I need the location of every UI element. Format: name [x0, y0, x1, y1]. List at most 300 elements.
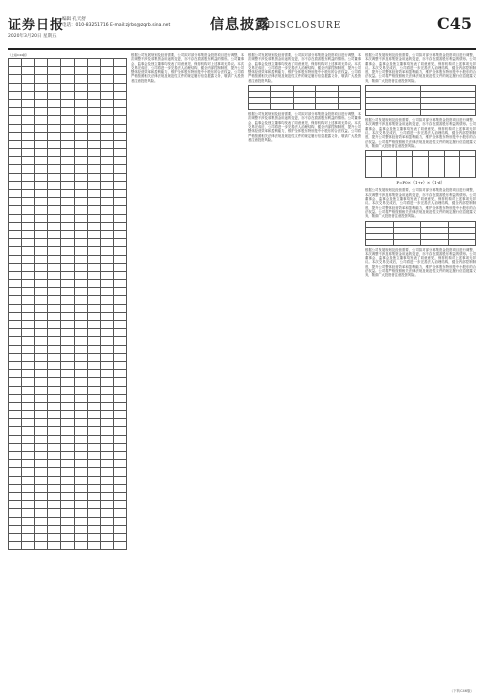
table-cell — [87, 165, 100, 173]
table-cell — [113, 378, 126, 386]
table-cell — [9, 337, 22, 345]
table-row — [9, 402, 127, 410]
table-cell — [35, 165, 48, 173]
table-cell — [48, 435, 61, 443]
table-cell — [61, 542, 74, 550]
table-cell — [9, 140, 22, 148]
table-cell — [61, 296, 74, 304]
table-cell — [74, 443, 87, 451]
table-cell — [22, 263, 35, 271]
table-cell — [113, 255, 126, 263]
table-cell — [9, 525, 22, 533]
table-cell — [87, 124, 100, 132]
table-cell — [100, 108, 113, 116]
table-cell — [61, 271, 74, 279]
table-cell — [22, 452, 35, 460]
body-text: 根据公司发展规划及经营需要，公司拟对部分募集资金投资项目进行调整，本次调整不涉及募集资金用途的变更，亦不存在损害股东利益的情形。公司董事会、监事会及独立董事均发表了同意意见，保荐机构对上述事项无异议。本次交易完成后，公司将进一步完善法人治理结构，健全内部控制制度，提升公司整体经营效率和盈利能力，维护全体股东特别是中小股东的合法权益。公司将严格按照相关法律法规及规范性文件的规定履行信息披露义务，敬请广大投资者注意投资风险。 — [365, 188, 476, 219]
table-cell — [48, 443, 61, 451]
table-cell — [48, 173, 61, 181]
table-cell — [9, 108, 22, 116]
table-cell — [100, 419, 113, 427]
table-cell — [61, 419, 74, 427]
table-cell — [113, 296, 126, 304]
table-cell — [22, 181, 35, 189]
table-cell — [113, 230, 126, 238]
table-cell — [87, 312, 100, 320]
table-cell — [9, 517, 22, 525]
table-cell — [74, 190, 87, 198]
table-cell — [48, 140, 61, 148]
table-cell — [74, 509, 87, 517]
table-cell — [9, 443, 22, 451]
table-cell — [87, 132, 100, 140]
table-cell — [48, 116, 61, 124]
table-cell — [113, 419, 126, 427]
table-cell — [48, 222, 61, 230]
contact-line: 电话：010-83251716 E-mail:zjrbs@zqrb.sina.net — [62, 23, 171, 28]
table-cell — [35, 157, 48, 165]
table-row — [9, 452, 127, 460]
table-cell — [48, 329, 61, 337]
table-cell — [87, 501, 100, 509]
table-row — [9, 108, 127, 116]
table-cell — [87, 468, 100, 476]
table-cell — [22, 443, 35, 451]
table-cell — [61, 239, 74, 247]
table-cell — [87, 214, 100, 222]
table-cell — [61, 67, 74, 75]
table-row — [9, 255, 127, 263]
table-cell — [9, 116, 22, 124]
table-cell — [74, 370, 87, 378]
table-cell — [22, 140, 35, 148]
table-cell — [9, 247, 22, 255]
table-cell — [61, 247, 74, 255]
table-cell — [113, 443, 126, 451]
table-cell — [74, 386, 87, 394]
table-cell — [35, 149, 48, 157]
table-cell — [9, 214, 22, 222]
table-cell — [48, 206, 61, 214]
table-cell — [74, 222, 87, 230]
page-number: C45 — [437, 14, 472, 33]
table-cell — [22, 533, 35, 541]
table-cell — [100, 214, 113, 222]
table-cell — [22, 124, 35, 132]
table-cell — [61, 468, 74, 476]
table-cell — [100, 394, 113, 402]
table-cell — [35, 190, 48, 198]
table-cell — [87, 460, 100, 468]
table-cell — [22, 501, 35, 509]
table-cell — [48, 108, 61, 116]
table-row — [9, 132, 127, 140]
table-row — [9, 304, 127, 312]
table-cell — [100, 370, 113, 378]
table-cell — [61, 452, 74, 460]
table-cell — [113, 116, 126, 124]
table-cell — [48, 255, 61, 263]
table-cell — [100, 492, 113, 500]
table-cell — [74, 501, 87, 509]
table-cell — [74, 149, 87, 157]
table-cell — [35, 517, 48, 525]
table-cell — [61, 361, 74, 369]
table-cell — [48, 59, 61, 67]
table-cell — [48, 402, 61, 410]
table-cell — [48, 198, 61, 206]
table-cell — [22, 321, 35, 329]
table-cell — [100, 353, 113, 361]
table-row — [9, 411, 127, 419]
table-cell — [22, 206, 35, 214]
table-row — [9, 140, 127, 148]
table-cell — [61, 222, 74, 230]
table-cell — [48, 361, 61, 369]
table-cell — [48, 190, 61, 198]
table-cell — [61, 173, 74, 181]
table-cell — [9, 419, 22, 427]
table-cell — [113, 280, 126, 288]
table-cell — [61, 394, 74, 402]
table-cell — [35, 452, 48, 460]
table-cell — [113, 411, 126, 419]
table-cell — [113, 386, 126, 394]
table-cell — [22, 484, 35, 492]
table-cell — [87, 394, 100, 402]
table-cell — [35, 263, 48, 271]
body-text: 根据公司发展规划及经营需要，公司拟对部分募集资金投资项目进行调整，本次调整不涉及募集资金用途的变更，亦不存在损害股东利益的情形。公司董事会、监事会及独立董事均发表了同意意见，保荐机构对上述事项无异议。本次交易完成后，公司将进一步完善法人治理结构，健全内部控制制度，提升公司整体经营效率和盈利能力，维护全体股东特别是中小股东的合法权益。公司将严格按照相关法律法规及规范性文件的规定履行信息披露义务，敬请广大投资者注意投资风险。 — [131, 53, 244, 83]
table-cell — [100, 91, 113, 99]
table-cell — [35, 214, 48, 222]
table-row — [9, 533, 127, 541]
table-cell — [35, 124, 48, 132]
table-cell — [48, 149, 61, 157]
table-cell — [48, 157, 61, 165]
table-cell — [100, 157, 113, 165]
section-title-en: DISCLOSURE — [267, 21, 342, 31]
table-cell — [35, 484, 48, 492]
table-row — [9, 165, 127, 173]
table-cell — [22, 402, 35, 410]
table-cell — [74, 542, 87, 550]
table-cell — [35, 492, 48, 500]
table-cell — [9, 165, 22, 173]
table-cell — [100, 206, 113, 214]
table-cell — [100, 435, 113, 443]
table-cell — [87, 484, 100, 492]
table-cell — [61, 190, 74, 198]
table-cell — [48, 517, 61, 525]
table-cell — [61, 165, 74, 173]
table-cell — [113, 214, 126, 222]
table-cell — [48, 533, 61, 541]
table-cell — [48, 271, 61, 279]
table-cell — [9, 312, 22, 320]
table-cell — [87, 476, 100, 484]
table-cell — [100, 517, 113, 525]
table-cell — [48, 525, 61, 533]
table-cell — [48, 239, 61, 247]
table-cell — [61, 460, 74, 468]
table-cell — [74, 312, 87, 320]
table-cell — [113, 370, 126, 378]
table-cell — [74, 140, 87, 148]
table-cell — [35, 67, 48, 75]
table-cell — [9, 124, 22, 132]
table-cell — [113, 239, 126, 247]
table-cell — [74, 91, 87, 99]
table-cell — [48, 181, 61, 189]
table-cell — [22, 67, 35, 75]
table-row — [9, 321, 127, 329]
table-cell — [74, 517, 87, 525]
table-cell — [87, 452, 100, 460]
table-cell — [61, 525, 74, 533]
table-cell — [113, 181, 126, 189]
table-cell — [48, 460, 61, 468]
table-cell — [74, 247, 87, 255]
table-cell — [87, 83, 100, 91]
table-cell — [74, 361, 87, 369]
table-cell — [48, 296, 61, 304]
table-row — [9, 337, 127, 345]
table-row — [9, 501, 127, 509]
masthead — [0, 0, 484, 52]
table-cell — [9, 59, 22, 67]
table-cell — [9, 149, 22, 157]
table-cell — [9, 542, 22, 550]
table-cell — [87, 517, 100, 525]
table-cell — [113, 394, 126, 402]
table-cell — [87, 108, 100, 116]
table-cell — [61, 108, 74, 116]
table-cell — [113, 525, 126, 533]
table-cell — [61, 312, 74, 320]
table-cell — [100, 173, 113, 181]
table-cell — [87, 181, 100, 189]
table-cell — [61, 378, 74, 386]
header-rule — [8, 48, 476, 50]
table-cell — [74, 394, 87, 402]
body-text: 根据公司发展规划及经营需要，公司拟对部分募集资金投资项目进行调整，本次调整不涉及募集资金用途的变更，亦不存在损害股东利益的情形。公司董事会、监事会及独立董事均发表了同意意见，保荐机构对上述事项无异议。本次交易完成后，公司将进一步完善法人治理结构，健全内部控制制度，提升公司整体经营效率和盈利能力，维护全体股东特别是中小股东的合法权益。公司将严格按照相关法律法规及规范性文件的规定履行信息披露义务，敬请广大投资者注意投资风险。 — [248, 112, 361, 142]
table-cell — [74, 296, 87, 304]
disclosure-table — [8, 58, 127, 550]
table-cell — [48, 337, 61, 345]
table-cell — [74, 132, 87, 140]
table-row — [9, 173, 127, 181]
table-cell — [87, 288, 100, 296]
table-cell — [22, 394, 35, 402]
table-cell — [35, 312, 48, 320]
table-cell — [100, 165, 113, 173]
table-cell — [48, 247, 61, 255]
table-cell — [9, 230, 22, 238]
table-cell — [35, 288, 48, 296]
table-cell — [22, 492, 35, 500]
table-cell — [87, 492, 100, 500]
editor-info — [62, 17, 170, 29]
table-cell — [87, 157, 100, 165]
table-row — [9, 206, 127, 214]
table-cell — [100, 402, 113, 410]
table-cell — [9, 402, 22, 410]
table-cell — [48, 263, 61, 271]
table-cell — [61, 198, 74, 206]
table-cell — [22, 165, 35, 173]
table-cell — [113, 329, 126, 337]
table-cell — [61, 75, 74, 83]
table-cell — [61, 492, 74, 500]
table-cell — [87, 361, 100, 369]
table-cell — [9, 411, 22, 419]
table-cell — [61, 91, 74, 99]
table-cell — [74, 255, 87, 263]
table-cell — [74, 288, 87, 296]
table-cell — [113, 402, 126, 410]
table-cell — [100, 501, 113, 509]
table-cell — [113, 288, 126, 296]
table-cell — [87, 443, 100, 451]
continued-note: （下转C46版） — [449, 689, 474, 693]
table-cell — [74, 165, 87, 173]
table-cell — [22, 132, 35, 140]
table-cell — [35, 181, 48, 189]
table-cell — [35, 402, 48, 410]
table-cell — [22, 173, 35, 181]
table-cell — [22, 75, 35, 83]
table-cell — [113, 353, 126, 361]
table-cell — [35, 206, 48, 214]
table-cell — [74, 427, 87, 435]
table-row — [9, 59, 127, 67]
text-column-3 — [248, 53, 361, 684]
table-cell — [113, 99, 126, 107]
table-cell — [87, 222, 100, 230]
table-row — [9, 329, 127, 337]
table-cell — [35, 230, 48, 238]
table-row — [9, 443, 127, 451]
table-cell — [113, 108, 126, 116]
table-cell — [61, 402, 74, 410]
table-cell — [113, 165, 126, 173]
table-cell — [48, 321, 61, 329]
body-text: 根据公司发展规划及经营需要，公司拟对部分募集资金投资项目进行调整，本次调整不涉及募集资金用途的变更，亦不存在损害股东利益的情形。公司董事会、监事会及独立董事均发表了同意意见，保荐机构对上述事项无异议。本次交易完成后，公司将进一步完善法人治理结构，健全内部控制制度，提升公司整体经营效率和盈利能力，维护全体股东特别是中小股东的合法权益。公司将严格按照相关法律法规及规范性文件的规定履行信息披露义务，敬请广大投资者注意投资风险。 — [365, 53, 476, 83]
table-cell — [74, 173, 87, 181]
table-cell — [48, 353, 61, 361]
table-cell — [9, 280, 22, 288]
table-cell — [87, 67, 100, 75]
table-cell — [48, 411, 61, 419]
table-cell — [87, 173, 100, 181]
table-cell — [9, 509, 22, 517]
table-row — [9, 75, 127, 83]
table-cell — [22, 345, 35, 353]
table-cell — [48, 165, 61, 173]
table-cell — [48, 288, 61, 296]
table-cell — [100, 443, 113, 451]
table-cell — [87, 370, 100, 378]
table-cell — [74, 263, 87, 271]
table-cell — [9, 386, 22, 394]
table-cell — [100, 386, 113, 394]
table-cell — [74, 468, 87, 476]
table-cell — [22, 419, 35, 427]
table-cell — [35, 198, 48, 206]
table-cell — [48, 132, 61, 140]
table-cell — [9, 378, 22, 386]
table-cell — [9, 75, 22, 83]
table-cell — [61, 435, 74, 443]
table-cell — [9, 321, 22, 329]
table-cell — [61, 337, 74, 345]
table-row — [9, 427, 127, 435]
table-cell — [22, 517, 35, 525]
table-cell — [48, 394, 61, 402]
table-cell — [48, 67, 61, 75]
table-cell — [35, 99, 48, 107]
table-cell — [113, 91, 126, 99]
table-cell — [113, 435, 126, 443]
table-cell — [9, 263, 22, 271]
table-cell — [48, 492, 61, 500]
table-cell — [22, 190, 35, 198]
table-cell — [74, 353, 87, 361]
table-cell — [9, 255, 22, 263]
table-cell — [100, 198, 113, 206]
table-cell — [35, 75, 48, 83]
formula: P=P0×（1+r）×（1-d） — [396, 180, 445, 186]
table-cell — [9, 181, 22, 189]
table-cell — [9, 484, 22, 492]
table-cell — [22, 288, 35, 296]
table-cell — [35, 91, 48, 99]
table-cell — [35, 370, 48, 378]
table-cell — [48, 452, 61, 460]
table-cell — [9, 83, 22, 91]
table-row — [9, 509, 127, 517]
table-cell — [74, 484, 87, 492]
table-cell — [9, 468, 22, 476]
table-cell — [9, 304, 22, 312]
table-cell — [22, 378, 35, 386]
table-cell — [9, 361, 22, 369]
table-cell — [35, 83, 48, 91]
table-cell — [87, 419, 100, 427]
table-cell — [74, 99, 87, 107]
table-cell — [87, 230, 100, 238]
table-cell — [9, 329, 22, 337]
table-cell — [61, 353, 74, 361]
table-row — [9, 296, 127, 304]
table-cell — [113, 337, 126, 345]
table-cell — [74, 67, 87, 75]
table-cell — [35, 247, 48, 255]
table-cell — [48, 345, 61, 353]
data-table-d — [365, 221, 476, 246]
table-cell — [48, 99, 61, 107]
table-cell — [48, 476, 61, 484]
table-cell — [61, 411, 74, 419]
data-table-c — [365, 150, 476, 178]
table-cell — [61, 484, 74, 492]
table-cell — [35, 280, 48, 288]
table-cell — [22, 427, 35, 435]
table-cell — [35, 329, 48, 337]
table-row — [9, 542, 127, 550]
table-cell — [22, 476, 35, 484]
table-cell — [35, 411, 48, 419]
